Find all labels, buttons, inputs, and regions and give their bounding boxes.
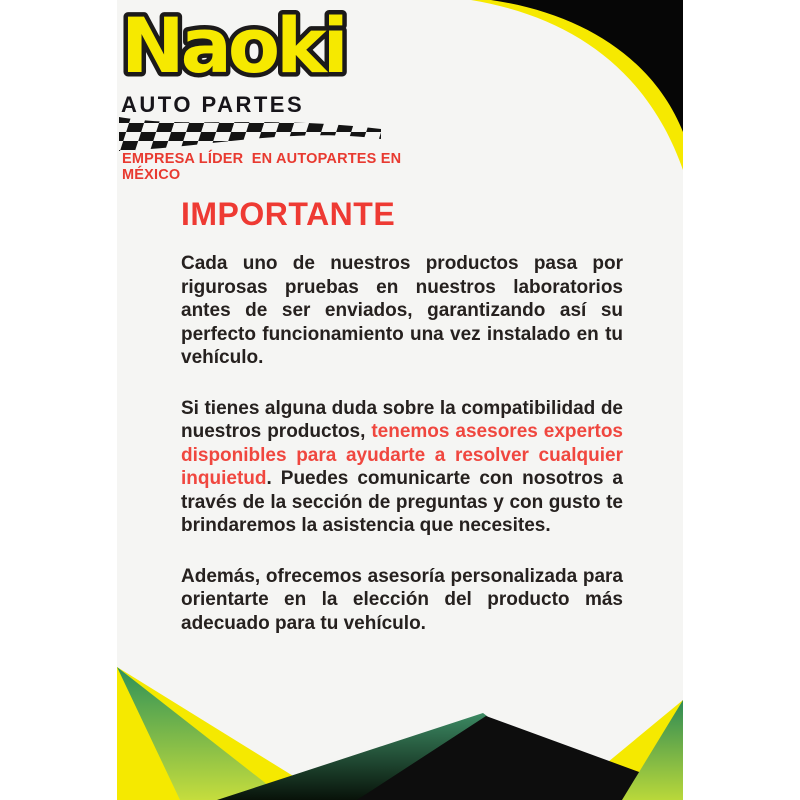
- brand-name: Naoki: [121, 1, 345, 90]
- body-text: [181, 252, 623, 662]
- brand-tagline: EMPRESA LÍDER EN AUTOPARTES EN MÉXICO: [122, 151, 406, 183]
- flag-shape: [119, 117, 381, 151]
- paragraph-support: [181, 397, 623, 538]
- brand-subtitle: AUTO PARTES: [121, 92, 305, 117]
- flyer-page: [117, 0, 683, 800]
- paragraph-text: Si tienes alguna duda sobre la compatibilidad de nuestros productos,: [181, 397, 623, 442]
- brand-name-wordmark: [117, 0, 417, 96]
- paragraph-advice: [181, 565, 623, 636]
- paragraph-text: Cada uno de nuestros productos pasa por rigurosas pruebas en nuestros laboratorios antes de ser enviados, garantizando así su perfecto funcionamiento una vez instalado en tu vehículo.: [181, 253, 623, 368]
- checkered-flag-icon: [117, 114, 381, 154]
- paragraph-text: Además, ofrecemos asesoría personalizada para orientarte en la elección del producto más adecuado para tu vehículo.: [181, 565, 623, 634]
- bottom-decoration: [117, 655, 683, 800]
- corner-black-shape: [491, 0, 683, 132]
- paragraph-quality: [181, 252, 623, 370]
- paragraph-text-highlight: tenemos asesores expertos disponibles para ayudarte a resolver cualquier inquietud: [181, 421, 623, 489]
- paragraph-text: . Puedes comunicarte con nosotros a través de la sección de preguntas y con gusto te brindaremos la asistencia que necesites.: [181, 468, 623, 536]
- page-title: IMPORTANTE: [181, 196, 396, 232]
